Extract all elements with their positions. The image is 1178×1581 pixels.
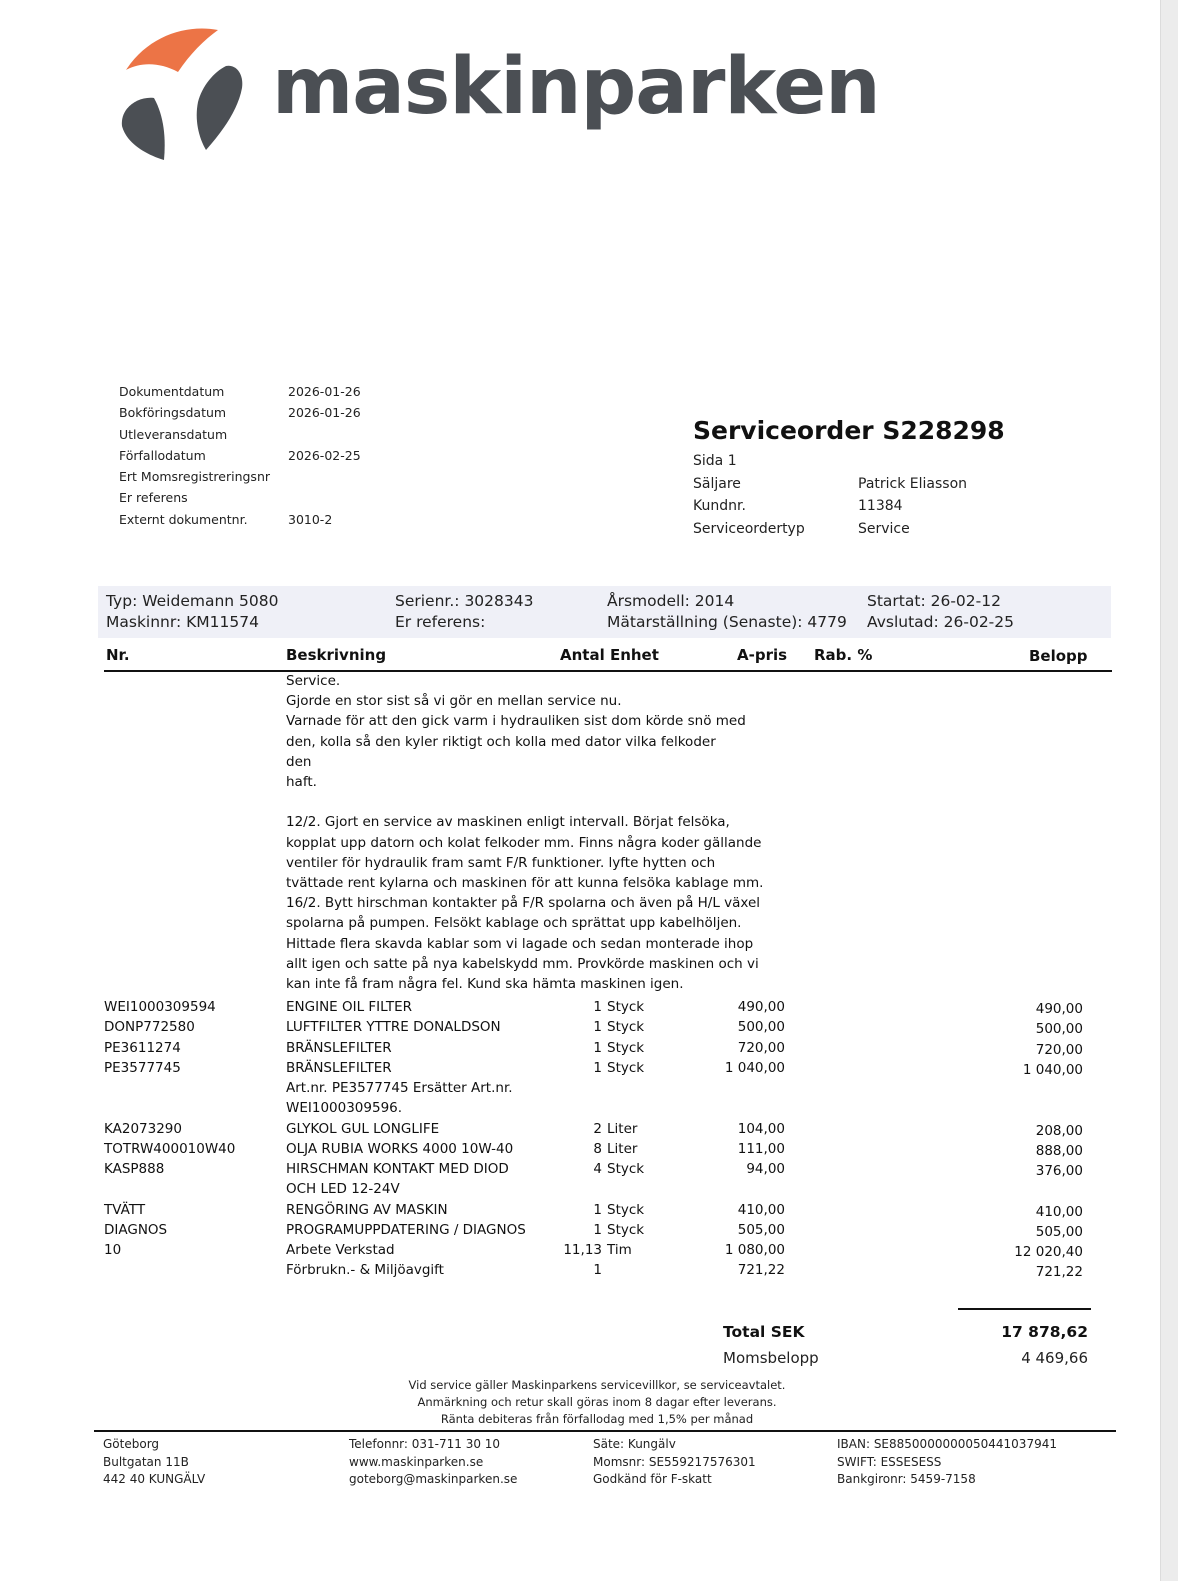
item-unit: Styck (607, 1201, 645, 1218)
item-unit: Styck (607, 1221, 645, 1238)
item-description: LUFTFILTER YTTRE DONALDSON (286, 1019, 501, 1036)
service-description (286, 671, 763, 994)
item-unit-price: 505,00 (737, 1221, 785, 1238)
brand-wordmark: maskinparken (272, 42, 880, 132)
footer-address (103, 1436, 205, 1489)
item-description: GLYKOL GUL LONGLIFE (286, 1120, 440, 1137)
email-link[interactable]: goteborg@maskinparken.se (349, 1472, 518, 1486)
meta-label: Externt dokumentnr. (119, 512, 248, 527)
website-link[interactable]: www.maskinparken.se (349, 1454, 484, 1469)
machine-number: Maskinnr: KM11574 (106, 613, 259, 631)
description-line: den, kolla så den kyler riktigt och kolla med dator vilka felkoder (286, 733, 716, 750)
footer-line: Godkänd för F-skatt (593, 1472, 712, 1486)
meta-label: Bokföringsdatum (119, 405, 227, 420)
item-quantity: 1 (593, 1059, 602, 1076)
item-amount: 376,00 (1035, 1163, 1083, 1179)
col-header-amount: Belopp (1029, 647, 1088, 665)
item-unit: Liter (607, 1120, 638, 1137)
item-unit: Styck (607, 999, 645, 1015)
serial-number: Serienr.: 3028343 (395, 592, 534, 610)
terms-line: Anmärkning och retur skall göras inom 8 dagar efter leverans. (417, 1395, 777, 1409)
meta-value: 3010-2 (288, 512, 333, 527)
item-quantity: 1 (593, 1221, 602, 1238)
item-unit-price: 1 040,00 (724, 1059, 785, 1076)
item-unit-price: 500,00 (737, 1019, 785, 1036)
item-quantity: 1 (593, 1039, 602, 1056)
meta-label: Ert Momsregistreringsnr (119, 469, 271, 484)
description-line: haft. (286, 774, 317, 791)
item-number: KASP888 (104, 1161, 165, 1177)
description-line: kan inte få fram några fel. Kund ska hämta maskinen igen. (286, 976, 684, 993)
vat-label: Momsbelopp (723, 1349, 819, 1367)
item-description: PROGRAMUPPDATERING / DIAGNOS (286, 1221, 526, 1238)
item-quantity: 1 (593, 999, 602, 1015)
description-line: 12/2. Gjort en service av maskinen enligt intervall. Börjat felsöka, (286, 814, 730, 831)
item-unit-price: 490,00 (737, 999, 785, 1015)
item-number: DIAGNOS (104, 1221, 168, 1238)
item-quantity: 4 (593, 1161, 602, 1177)
item-unit: Styck (607, 1059, 645, 1076)
meta-value: 2026-02-25 (288, 448, 361, 463)
item-unit-price: 721,22 (737, 1262, 785, 1279)
footer-line: Bultgatan 11B (103, 1454, 189, 1469)
finished-date: Avslutad: 26-02-25 (867, 613, 1014, 631)
footer-line: IBAN: SE8850000000050441037941 (837, 1437, 1057, 1451)
order-field-value: 11384 (858, 498, 903, 514)
footer-line: Momsnr: SE559217576301 (593, 1454, 756, 1469)
meta-label: Förfallodatum (119, 448, 206, 463)
item-description: Art.nr. PE3577745 Ersätter Art.nr. (286, 1080, 513, 1096)
col-header-nr: Nr. (106, 646, 130, 664)
footer-contact (349, 1436, 517, 1489)
total-label: Total SEK (723, 1323, 805, 1341)
description-line: spolarna på pumpen. Felsökt kablage och sprättat upp kabelhöljen. (286, 915, 742, 932)
logo-orange-arc (126, 29, 218, 72)
item-quantity: 1 (593, 1262, 602, 1279)
item-description: WEI1000309596. (286, 1100, 403, 1117)
description-line: kopplat upp datorn och kolat felkoder mm. Finns några koder gällande (286, 834, 762, 851)
item-number: TOTRW400010W40 (104, 1140, 236, 1157)
started-date: Startat: 26-02-12 (867, 592, 1001, 610)
item-unit-price: 410,00 (737, 1201, 785, 1218)
description-line: Service. (286, 673, 341, 689)
item-unit: Liter (607, 1140, 638, 1157)
item-quantity: 8 (593, 1140, 602, 1157)
terms-line: Vid service gäller Maskinparkens servicevillkor, se serviceavtalet. (408, 1378, 786, 1392)
item-unit-price: 104,00 (737, 1120, 785, 1137)
footer-line: Bankgironr: 5459-7158 (837, 1472, 976, 1486)
item-unit-price: 111,00 (737, 1140, 785, 1157)
item-amount: 1 040,00 (1022, 1061, 1083, 1078)
description-line: allt igen och satte på nya kabelskydd mm. Provkörde maskinen och vi (286, 955, 759, 972)
description-line: Varnade för att den gick varm i hydrauliken sist dom körde snö med (286, 713, 746, 730)
item-unit-price: 94,00 (746, 1161, 785, 1177)
description-line: 16/2. Bytt hirschman kontakter på F/R spolarna och även på H/L växel (286, 895, 761, 912)
item-description: RENGÖRING AV MASKIN (286, 1201, 448, 1218)
document-title: Serviceorder S228298 (693, 416, 1005, 445)
terms-line: Ränta debiteras från förfallodag med 1,5% per månad (440, 1412, 754, 1426)
item-amount: 208,00 (1035, 1122, 1083, 1139)
footer-divider (94, 1430, 1116, 1432)
description-line: tvättade rent kylarna och maskinen för att kunna felsöka kablage mm. (286, 875, 764, 892)
item-amount: 410,00 (1035, 1203, 1083, 1220)
order-field-label: Kundnr. (693, 498, 746, 514)
meta-label: Dokumentdatum (119, 384, 225, 399)
order-field-value: Service (858, 521, 910, 537)
description-line (286, 792, 763, 812)
logo-left-petal (122, 98, 165, 160)
col-header-discount: Rab. % (814, 646, 873, 664)
meta-label: Er referens (119, 490, 188, 505)
item-amount: 490,00 (1035, 1001, 1083, 1017)
item-number: 10 (104, 1242, 122, 1258)
item-quantity: 2 (593, 1120, 602, 1137)
item-description: Arbete Verkstad (286, 1242, 395, 1258)
col-header-unit-price: A-pris (737, 646, 788, 664)
item-description: HIRSCHMAN KONTAKT MED DIOD (286, 1161, 509, 1177)
item-number: PE3577745 (104, 1059, 181, 1076)
meta-label: Utleveransdatum (119, 427, 228, 442)
item-description: ENGINE OIL FILTER (286, 999, 412, 1015)
page-edge (1160, 0, 1178, 1581)
logo-right-petal (197, 66, 243, 150)
item-unit: Styck (607, 1019, 645, 1036)
item-unit: Styck (607, 1039, 645, 1056)
description-line: Hittade flera skavda kablar som vi lagade och sedan monterade ihop (286, 935, 754, 952)
footer-line: Säte: Kungälv (593, 1437, 676, 1451)
item-amount: 505,00 (1035, 1223, 1083, 1240)
item-number: PE3611274 (104, 1039, 181, 1056)
footer-line: SWIFT: ESSESESS (837, 1454, 942, 1469)
item-number: DONP772580 (104, 1019, 195, 1036)
page-number: Sida 1 (693, 453, 737, 469)
item-amount: 888,00 (1035, 1142, 1083, 1159)
item-number: KA2073290 (104, 1120, 182, 1137)
col-header-description: Beskrivning (286, 646, 387, 664)
item-amount: 721,22 (1035, 1264, 1083, 1281)
item-unit: Styck (607, 1161, 645, 1177)
footer-line: Göteborg (103, 1437, 160, 1451)
item-unit-price: 1 080,00 (724, 1242, 785, 1258)
footer-line: 442 40 KUNGÄLV (103, 1472, 206, 1486)
order-field-value: Patrick Eliasson (858, 476, 968, 492)
description-line: den (286, 753, 312, 770)
item-unit: Tim (607, 1242, 632, 1258)
item-amount: 500,00 (1035, 1021, 1083, 1038)
item-quantity: 11,13 (563, 1242, 602, 1258)
description-line: Gjorde en stor sist så vi gör en mellan service nu. (286, 693, 622, 710)
item-amount: 720,00 (1035, 1041, 1083, 1058)
item-quantity: 1 (593, 1201, 602, 1218)
total-value: 17 878,62 (1001, 1323, 1088, 1341)
item-number: TVÄTT (104, 1201, 146, 1218)
meta-value: 2026-01-26 (288, 384, 361, 399)
machine-type: Typ: Weidemann 5080 (106, 592, 279, 610)
phone-number: Telefonnr: 031-711 30 10 (349, 1437, 501, 1451)
description-line: ventiler för hydraulik fram samt F/R funktioner. lyfte hytten och (286, 854, 716, 871)
item-description: OCH LED 12-24V (286, 1181, 400, 1198)
footer-bank (837, 1436, 1057, 1489)
meter-reading: Mätarställning (Senaste): 4779 (607, 613, 847, 631)
machine-reference: Er referens: (395, 613, 486, 631)
item-description: OLJA RUBIA WORKS 4000 10W-40 (286, 1140, 514, 1157)
item-quantity: 1 (593, 1019, 602, 1036)
item-unit-price: 720,00 (737, 1039, 785, 1056)
order-field-label: Serviceordertyp (693, 521, 805, 537)
meta-value: 2026-01-26 (288, 405, 361, 420)
item-amount: 12 020,40 (1014, 1244, 1083, 1260)
maskinparken-logo-icon (118, 22, 258, 162)
item-description: BRÄNSLEFILTER (286, 1059, 392, 1076)
item-description: Förbrukn.- & Miljöavgift (286, 1262, 444, 1279)
vat-value: 4 469,66 (1021, 1349, 1088, 1367)
model-year: Årsmodell: 2014 (607, 592, 735, 610)
item-description: BRÄNSLEFILTER (286, 1039, 392, 1056)
item-number: WEI1000309594 (104, 999, 216, 1015)
order-field-label: Säljare (693, 476, 741, 492)
totals-divider (958, 1308, 1091, 1310)
col-header-quantity-unit: Antal Enhet (560, 646, 659, 664)
footer-company (593, 1436, 756, 1489)
